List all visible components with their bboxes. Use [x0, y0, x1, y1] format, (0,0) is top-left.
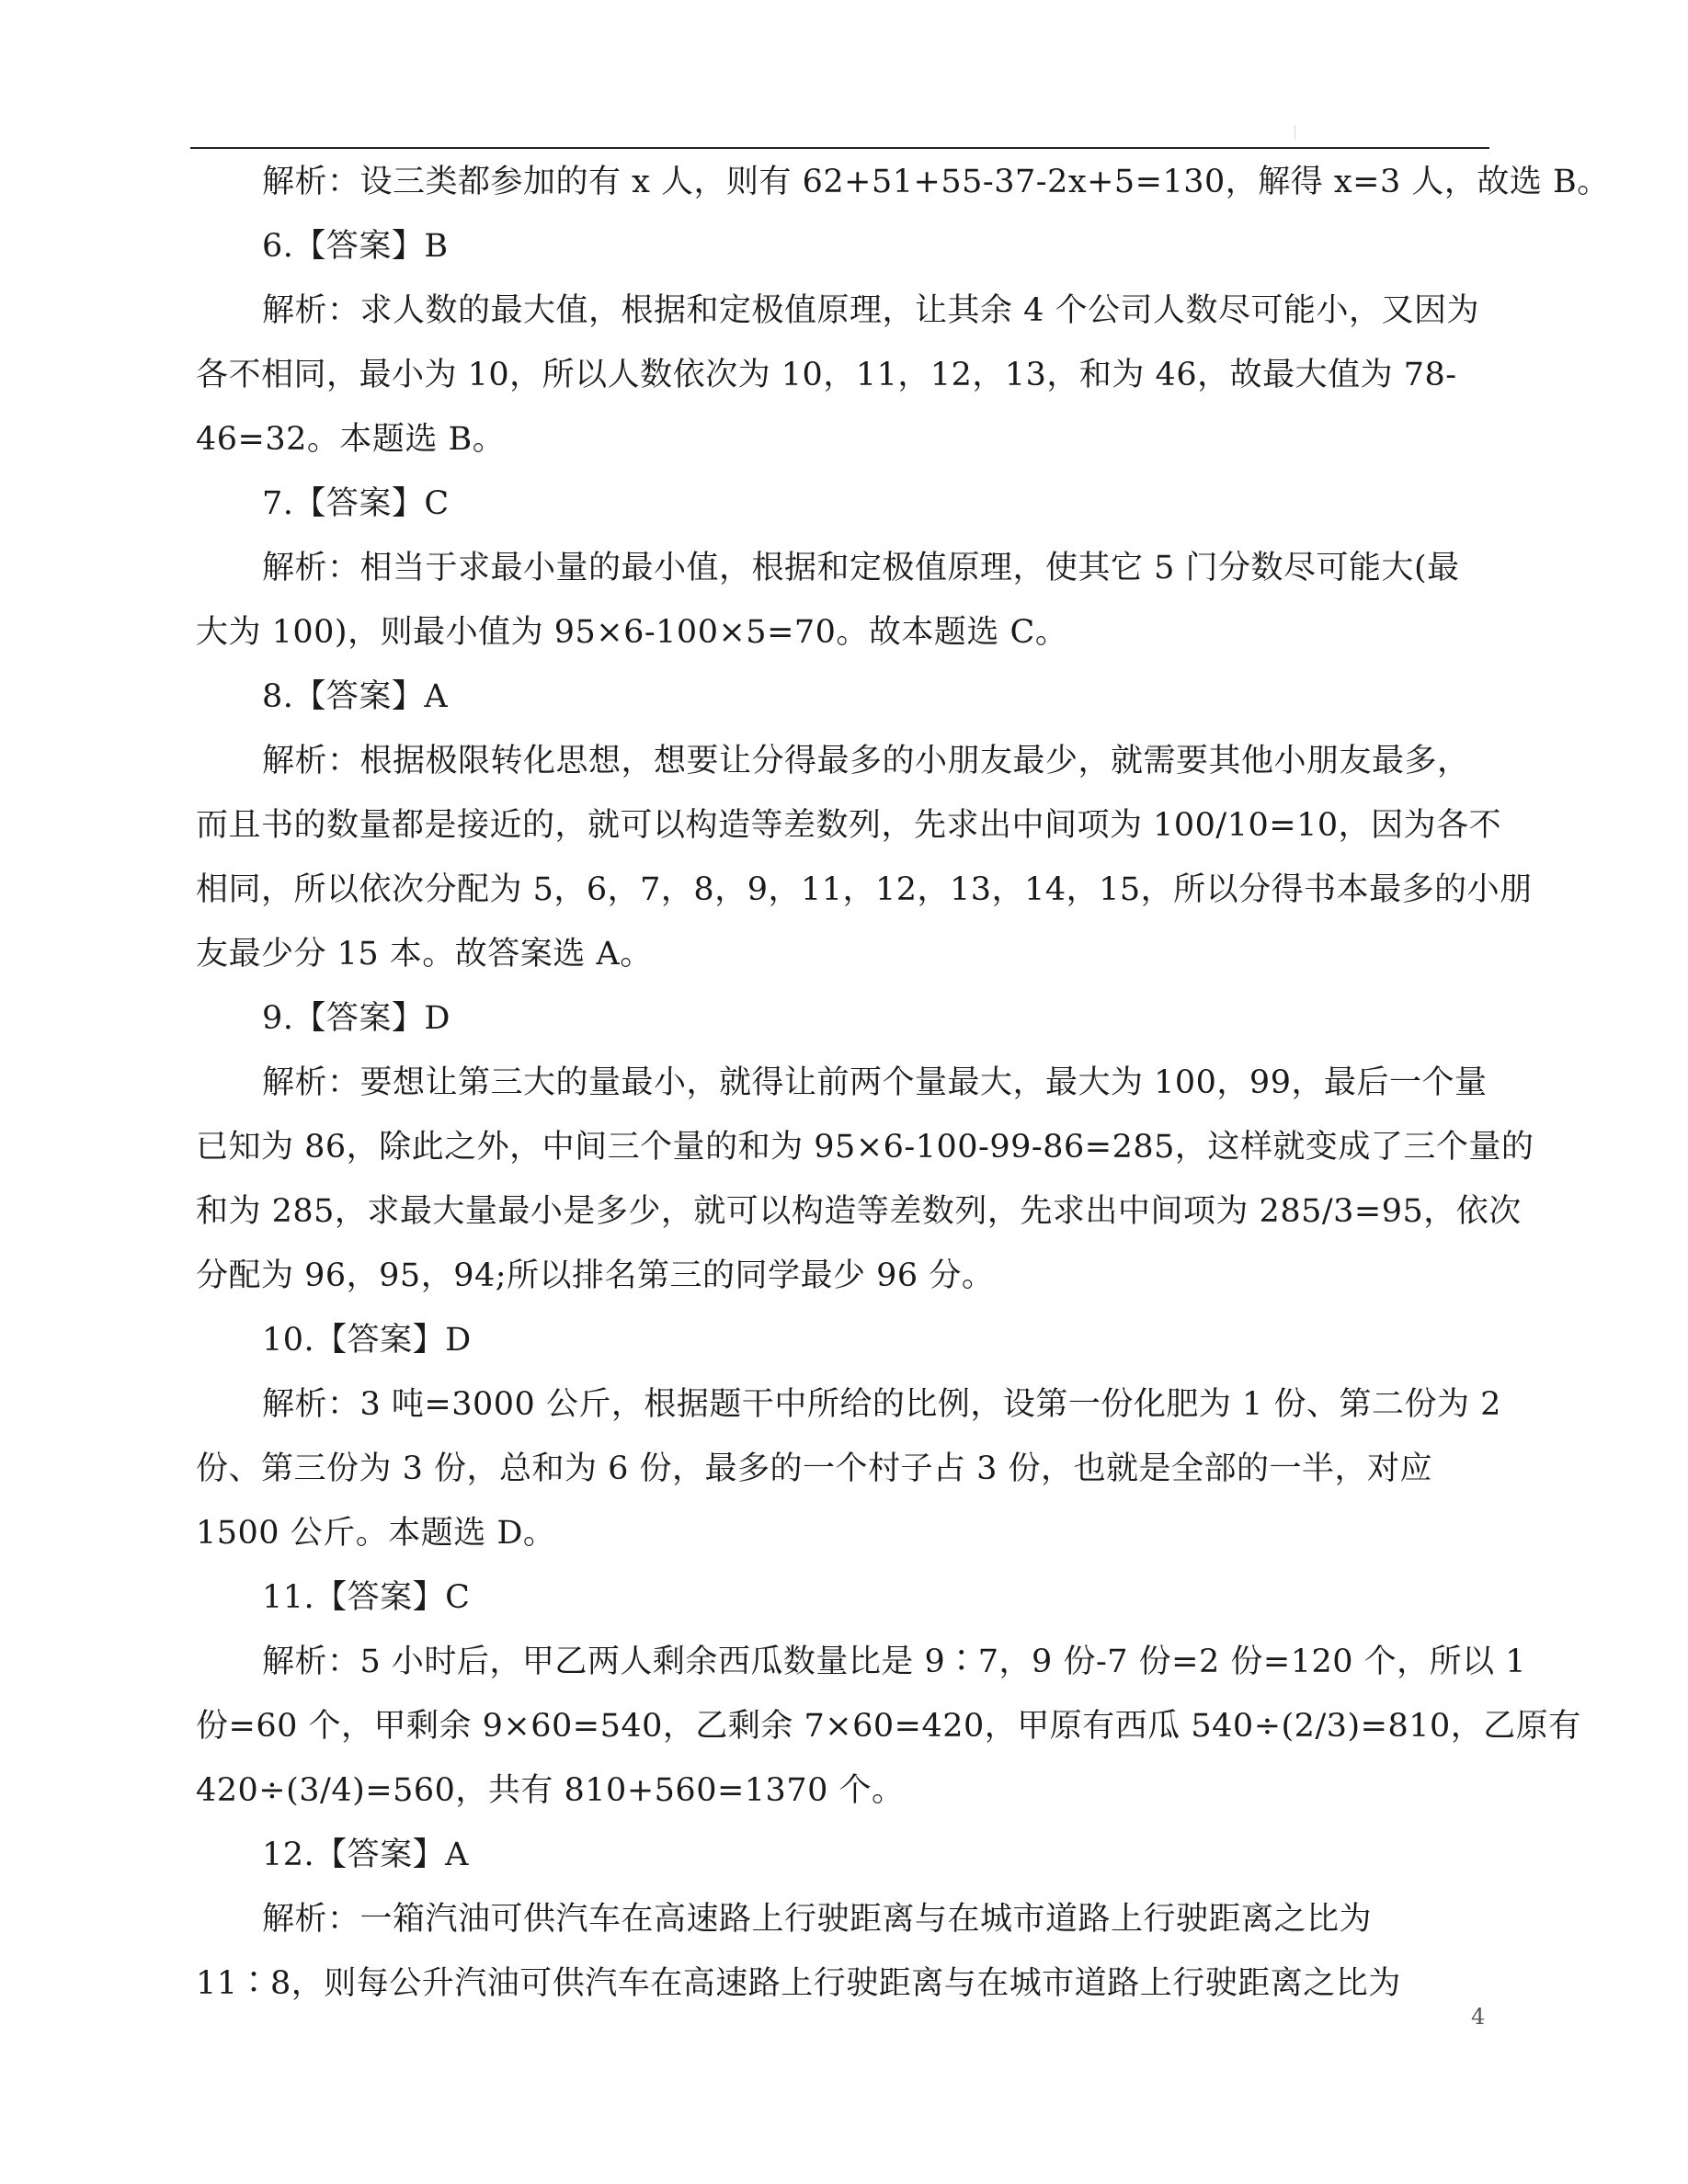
answer-q11: 11.【答案】C: [262, 1579, 471, 1616]
page-number: 4: [1471, 2004, 1486, 2030]
analysis-q6: 解析：求人数的最大值，根据和定极值原理，让其余 4 个公司人数尽可能小，又因为: [262, 292, 1480, 329]
answer-q9: 9.【答案】D: [262, 1000, 451, 1037]
header-rule: [190, 147, 1489, 149]
analysis-q9-cont: 分配为 96，95，94;所以排名第三的同学最少 96 分。: [196, 1257, 995, 1294]
analysis-q7-cont: 大为 100)，则最小值为 95×6-100×5=70。故本题选 C。: [196, 614, 1068, 651]
analysis-q10: 解析：3 吨=3000 公斤，根据题干中所给的比例，设第一份化肥为 1 份、第二份为 2: [262, 1386, 1501, 1423]
analysis-q11-cont: 份=60 个，甲剩余 9×60=540，乙剩余 7×60=420，甲原有西瓜 540÷(2/3)=810，乙原有: [196, 1708, 1581, 1745]
analysis-q9: 解析：要想让第三大的量最小，就得让前两个量最大，最大为 100，99，最后一个量: [262, 1064, 1488, 1101]
answer-q8: 8.【答案】A: [262, 678, 449, 715]
analysis-q11: 解析：5 小时后，甲乙两人剩余西瓜数量比是 9∶7，9 份-7 份=2 份=120 个，所以 1: [262, 1644, 1527, 1680]
analysis-q9-cont: 和为 285，求最大量最小是多少，就可以构造等差数列，先求出中间项为 285/3=95，依次: [196, 1193, 1522, 1230]
analysis-q10-cont: 1500 公斤。本题选 D。: [196, 1515, 556, 1552]
analysis-q8: 解析：根据极限转化思想，想要让分得最多的小朋友最少，就需要其他小朋友最多，: [262, 743, 1470, 779]
analysis-q12-cont: 11∶8，则每公升汽油可供汽车在高速路上行驶距离与在城市道路上行驶距离之比为: [196, 1965, 1401, 2002]
analysis-q8-cont: 相同，所以依次分配为 5，6，7，8，9，11，12，13，14，15，所以分得书本最多的小朋: [196, 871, 1533, 908]
answer-q12: 12.【答案】A: [262, 1837, 469, 1873]
analysis-q8-cont: 而且书的数量都是接近的，就可以构造等差数列，先求出中间项为 100/10=10，因为各不: [196, 807, 1502, 844]
analysis-q5: 解析：设三类都参加的有 x 人，则有 62+51+55-37-2x+5=130，解得 x=3 人，故选 B。: [262, 164, 1610, 200]
document-body: [196, 150, 1610, 2016]
analysis-q6-cont: 46=32。本题选 B。: [196, 421, 506, 458]
answer-q10: 10.【答案】D: [262, 1322, 472, 1359]
answer-q6: 6.【答案】B: [262, 228, 449, 265]
analysis-q6-cont: 各不相同，最小为 10，所以人数依次为 10，11，12，13，和为 46，故最大值为 78-: [196, 357, 1457, 393]
analysis-q10-cont: 份、第三份为 3 份，总和为 6 份，最多的一个村子占 3 份，也就是全部的一半，对应: [196, 1450, 1433, 1487]
answer-q7: 7.【答案】C: [262, 485, 450, 522]
analysis-q8-cont: 友最少分 15 本。故答案选 A。: [196, 936, 653, 973]
analysis-q9-cont: 已知为 86，除此之外，中间三个量的和为 95×6-100-99-86=285，这样就变成了三个量的: [196, 1129, 1534, 1166]
analysis-q12: 解析：一箱汽油可供汽车在高速路上行驶距离与在城市道路上行驶距离之比为: [262, 1901, 1373, 1938]
analysis-q11-cont: 420÷(3/4)=560，共有 810+560=1370 个。: [196, 1772, 905, 1809]
analysis-q7: 解析：相当于求最小量的最小值，根据和定极值原理，使其它 5 门分数尽可能大(最: [262, 550, 1460, 586]
